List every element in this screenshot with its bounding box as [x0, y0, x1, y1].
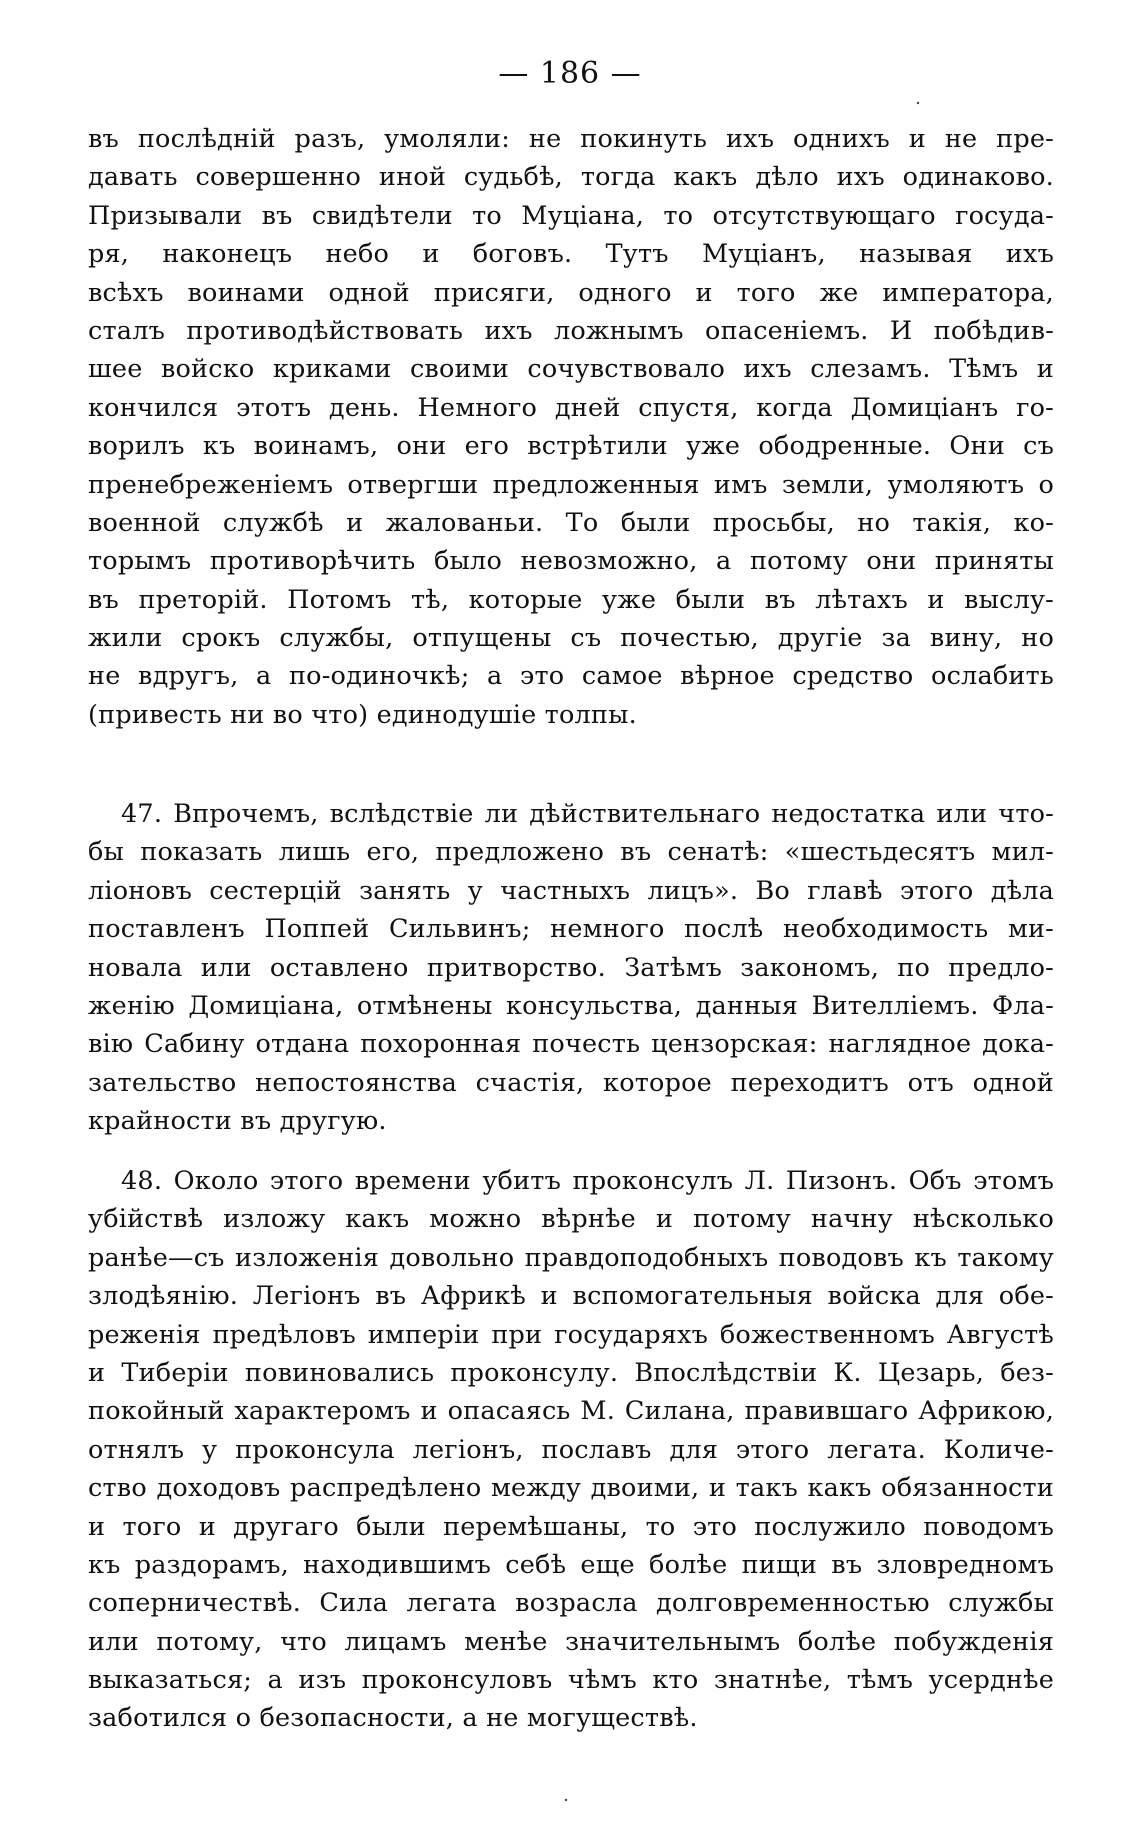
text-line: жили срокъ службы, отпущены съ почестью, другіе за вину, но	[88, 623, 1054, 654]
speck-mark	[917, 102, 919, 104]
text-line: зательство непостоянства счастія, которое переходитъ отъ одной	[88, 1067, 1054, 1098]
text-line: всѣхъ воинами одной присяги, одного и того же императора,	[88, 277, 1054, 308]
text-line: пренебреженіемъ отвергши предложенныя имъ земли, умоляютъ о	[88, 469, 1054, 500]
text-line: военной службѣ и жалованьи. То были просьбы, но такія, ко-	[88, 507, 1054, 538]
text-line: женію Домиціана, отмѣнены консульства, данныя Вителліемъ. Фла-	[88, 990, 1054, 1021]
text-line: соперничествѣ. Сила легата возрасла долговременностью службы	[88, 1588, 1054, 1619]
text-line: и Тиберіи повиновались проконсулу. Впослѣдствіи К. Цезарь, без-	[88, 1357, 1054, 1388]
text-line: (привесть ни во что) единодушіе толпы.	[88, 699, 637, 730]
text-line: новала или оставлено притворство. Затѣмъ закономъ, по предло-	[88, 952, 1054, 983]
text-line: злодѣянію. Легіонъ въ Африкѣ и вспомогательныя войска для обе-	[88, 1281, 1054, 1312]
text-line: шее войско криками своими сочувствовало ихъ слезамъ. Тѣмъ и	[88, 354, 1054, 385]
text-line: ранѣе—съ изложенія довольно правдоподобныхъ поводовъ къ такому	[88, 1242, 1054, 1273]
text-line: или потому, что лицамъ менѣе значительнымъ болѣе побужденія	[88, 1626, 1054, 1657]
page-number: — 186 —	[498, 56, 642, 91]
text-line: ворилъ къ воинамъ, они его встрѣтили уже ободренные. Они съ	[88, 431, 1054, 462]
speck-mark	[565, 1799, 567, 1801]
text-line: въ преторій. Потомъ тѣ, которые уже были въ лѣтахъ и выслу-	[88, 584, 1054, 615]
text-line: выказаться; а изъ проконсуловъ чѣмъ кто знатнѣе, тѣмъ усерднѣе	[88, 1665, 1054, 1696]
text-line: Призывали въ свидѣтели то Муціана, то отсутствующаго госуда-	[88, 200, 1054, 231]
text-line: 47. Впрочемъ, вслѣдствіе ли дѣйствительнаго недостатка или что-	[121, 799, 1054, 829]
paragraph-continuation	[88, 120, 1054, 734]
text-line: поставленъ Поппей Сильвинъ; немного послѣ необходимость ми-	[88, 914, 1054, 945]
text-line: отнялъ у проконсула легіонъ, пославъ для этого легата. Количе-	[88, 1434, 1054, 1465]
text-line: давать совершенно иной судьбѣ, тогда какъ дѣло ихъ одинаково.	[88, 162, 1054, 193]
text-line: крайности въ другую.	[88, 1106, 387, 1137]
text-line: въ послѣдній разъ, умоляли: не покинуть ихъ однихъ и не пре-	[88, 124, 1054, 154]
text-line: къ раздорамъ, находившимъ себѣ еще болѣе пищи въ зловредномъ	[88, 1549, 1054, 1580]
text-line: торымъ противорѣчить было невозможно, а потому они приняты	[88, 546, 1054, 577]
text-line: вію Сабину отдана похоронная почесть цензорская: наглядное дока-	[88, 1029, 1054, 1060]
text-line: ство доходовъ распредѣлено между двоими, и такъ какъ обязанности	[88, 1473, 1054, 1504]
text-line: кончился этотъ день. Немного дней спустя, когда Домиціанъ го-	[88, 392, 1054, 423]
paragraph-47	[88, 795, 1054, 1141]
paragraph-48	[88, 1162, 1054, 1738]
text-line: и того и другаго были перемѣшаны, то это послужило поводомъ	[88, 1511, 1054, 1542]
text-line: ря, наконецъ небо и боговъ. Тутъ Муціанъ, называя ихъ	[88, 239, 1054, 270]
text-line: бы показать лишь его, предложено въ сенатѣ: «шестьдесятъ мил-	[88, 837, 1054, 868]
text-line: заботился о безопасности, а не могуществѣ.	[88, 1703, 698, 1734]
text-line: покойный характеромъ и опасаясь М. Силана, правившаго Африкою,	[88, 1396, 1054, 1427]
text-line: ліоновъ сестерцій занять у частныхъ лицъ». Во главѣ этого дѣла	[88, 875, 1054, 906]
text-line: убійствѣ изложу какъ можно вѣрнѣе и потому начну нѣсколько	[88, 1204, 1054, 1235]
text-line: сталъ противодѣйствовать ихъ ложнымъ опасеніемъ. И побѣдив-	[88, 315, 1054, 346]
text-line: 48. Около этого времени убитъ проконсулъ Л. Пизонъ. Объ этомъ	[121, 1166, 1054, 1196]
text-line: реженія предѣловъ имперіи при государяхъ божественномъ Августѣ	[88, 1319, 1054, 1350]
text-line: не вдругъ, а по-одиночкѣ; а это самое вѣрное средство ослабить	[88, 661, 1054, 692]
